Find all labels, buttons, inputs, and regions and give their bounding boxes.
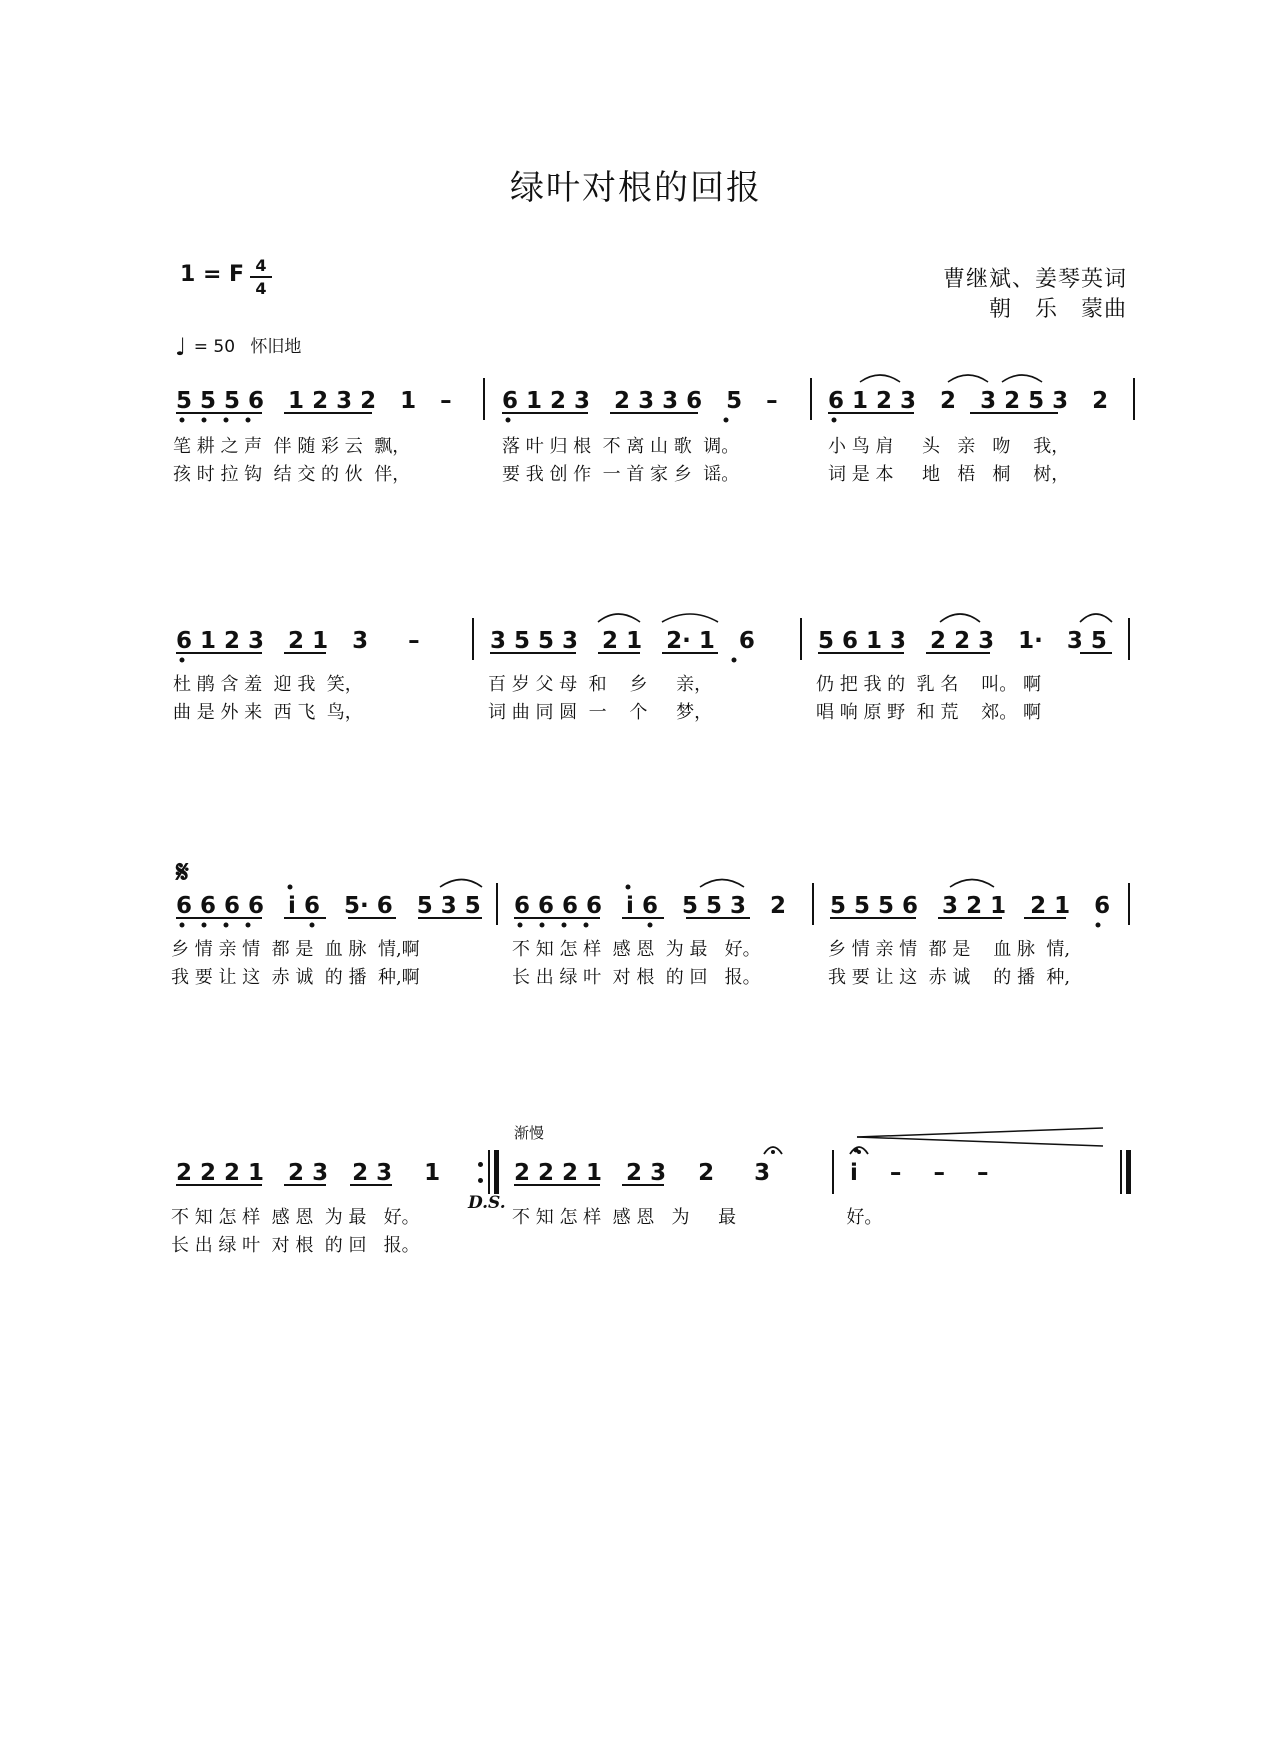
key-signature: 1 = F xyxy=(180,262,245,287)
line3-m3-verse2: 我 要 让 这 赤 诚 的 播 种, xyxy=(828,967,1071,988)
line2-m2-verse1: 百 岁 父 母 和 乡 亲， xyxy=(488,674,713,695)
line3-m3-verse1: 乡 情 亲 情 都 是 血 脉 情, xyxy=(828,939,1071,960)
line1-m2-verse2: 要 我 创 作 一 首 家 乡 谣。 xyxy=(502,464,740,485)
line1-m1-verse2: 孩 时 拉 钩 结 交 的 伙 伴， xyxy=(173,464,411,485)
line3-m2-verse1: 不 知 怎 样 感 恩 为 最 好。 xyxy=(512,939,761,960)
line3-m2-verse2: 长 出 绿 叶 对 根 的 回 报。 xyxy=(512,967,761,988)
page-title: 绿叶对根的回报 xyxy=(510,168,762,208)
line4-m1-notes: 2 2 2 1 2 3 2 3 1 xyxy=(176,1160,441,1186)
line1-m3-verse2: 词 是 本 地 梧 桐 树， xyxy=(828,464,1070,485)
tempo-value: = 50 xyxy=(193,337,236,357)
line2-m2-verse2: 词 曲 同 圆 一 个 梦， xyxy=(488,702,713,723)
line4-m3-notes: i – – – xyxy=(850,1160,989,1186)
line3-m1-verse2: 我 要 让 这 赤 诚 的 播 种,啊 xyxy=(171,967,420,988)
line3-m1-verse1: 乡 情 亲 情 都 是 血 脉 情,啊 xyxy=(171,939,420,960)
line3-m2-notes: 6 6 6 6 i 6 5 5 3 2 xyxy=(514,893,787,919)
line4-m2-notes: 2 2 2 1 2 3 2 3 xyxy=(514,1160,771,1186)
line3-m1-notes: 6 6 6 6 i 6 5· 6 5 3 5 xyxy=(176,893,481,919)
line4-m1-verse2: 长 出 绿 叶 对 根 的 回 报。 xyxy=(171,1235,420,1256)
line4-m3-verse1: 好。 xyxy=(812,1207,883,1228)
lyricist-credit: 曹继斌、姜琴英词 xyxy=(942,267,1127,292)
time-signature-top: 4 xyxy=(255,256,267,275)
segno-sign: 𝄋 xyxy=(176,855,189,890)
line2-m1-verse2: 曲 是 外 来 西 飞 鸟， xyxy=(173,702,363,723)
line4-m2-verse1: 不 知 怎 样 感 恩 为 最 xyxy=(512,1207,737,1228)
time-signature-bottom: 4 xyxy=(255,279,267,298)
line2-m2-notes: 3 5 5 3 2 1 2· 1 6 xyxy=(490,628,755,654)
line3-m3-notes: 5 5 5 6 3 2 1 2 1 6 xyxy=(830,893,1111,919)
line2-m3-verse2: 唱 响 原 野 和 荒 郊。 啊 xyxy=(816,702,1041,723)
line2-m1-notes: 6 1 2 3 2 1 3 – xyxy=(176,628,420,654)
line2-m1-verse1: 杜 鹃 含 羞 迎 我 笑， xyxy=(173,674,363,695)
ds-marking: D.S. xyxy=(468,1193,506,1213)
composer-credit: 朝 乐 蒙曲 xyxy=(988,297,1127,322)
line4-m1-verse1: 不 知 怎 样 感 恩 为 最 好。 xyxy=(171,1207,420,1228)
quarter-note-icon: ♩ xyxy=(175,333,187,361)
line1-m3-verse1: 小 鸟 肩 头 亲 吻 我， xyxy=(828,436,1070,457)
ritardando-marking: 渐慢 xyxy=(514,1124,545,1142)
line1-m2-notes: 6 1 2 3 2 3 3 6 5 – xyxy=(502,388,778,414)
line1-m3-notes: 6 1 2 3 2 3 2 5 3 2 xyxy=(828,388,1109,414)
line1-m1-verse1: 笔 耕 之 声 伴 随 彩 云 飘， xyxy=(173,436,411,457)
line1-m2-verse1: 落 叶 归 根 不 离 山 歌 调。 xyxy=(502,436,740,457)
line2-m3-verse1: 仍 把 我 的 乳 名 叫。 啊 xyxy=(816,674,1041,695)
line1-m1-notes: 5 5 5 6 1 2 3 2 1 – xyxy=(176,388,452,414)
tempo-expression: 怀旧地 xyxy=(250,337,302,357)
line2-m3-notes: 5 6 1 3 2 2 3 1· 3 5 xyxy=(818,628,1107,654)
